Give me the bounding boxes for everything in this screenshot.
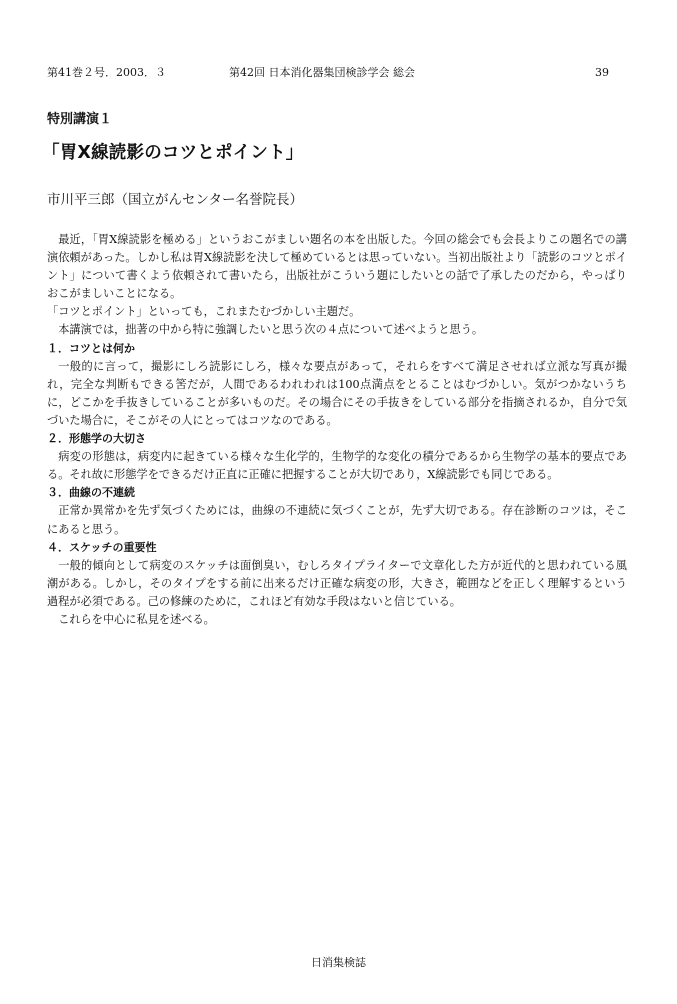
article-title: 「胃X線読影のコツとポイント」	[42, 143, 304, 163]
closing-paragraph: これらを中心に私見を述べる。	[58, 612, 215, 626]
meeting-name: 第42回 日本消化器集団検診学会 総会	[229, 66, 415, 79]
lecture-label: 特別講演１	[47, 112, 113, 127]
section-heading: １．コツとは何か	[47, 341, 135, 355]
section-heading: ２．形態学の大切さ	[47, 432, 146, 446]
journal-volume: 第41巻２号．2003．３	[47, 66, 166, 79]
intro-paragraph: 最近，「胃X線読影を極める」というおこがましい題名の本を出版した。今回の総会でも会長よりこの題名での講演依頼があった。しかし私は胃X線読影を決して極めているとは思っていない。当初出版社より「読影のコツとポイント」について書くよう依頼されて書いたら，出版社がこういう題にしたいとの話で了承したのだから，やっぱりおこがましいことになる。	[47, 233, 627, 301]
article-body	[47, 231, 627, 629]
journal-footer: 日消集検誌	[311, 956, 366, 969]
section-paragraph: 一般的傾向として病変のスケッチは面倒臭い，むしろタイプライターで文章化した方が近代的と思われている風潮がある。しかし，そのタイプをする前に出来るだけ正確な病変の形，大きさ，範囲などを正しく理解するという過程が必須である。己の修練のために，これほど有効な手段はないと信じている。	[47, 558, 627, 608]
section-paragraph: 正常か異常かを先ず気づくためには，曲線の不連続に気づくことが，先ず大切である。存在診断のコツは，そこにあると思う。	[47, 504, 627, 536]
author-line: 市川平三郎（国立がんセンター名誉院長）	[47, 192, 303, 208]
section-paragraph: 病変の形態は，病変内に起きている様々な生化学的，生物学的な変化の積分であるから生物学の基本的要点である。それ故に形態学をできるだけ正直に正確に把握することが大切であり，X線読影でも同じである。	[47, 450, 627, 482]
running-header	[47, 66, 609, 80]
intro-paragraph: 「コツとポイント」といっても，これまたむづかしい主題だ。	[47, 305, 361, 319]
section-paragraph: 一般的に言って，撮影にしろ読影にしろ，様々な要点があって，それらをすべて満足させれば立派な写真が撮れ，完全な判断もできる筈だが，人間であるわれわれは100点満点をとることはむづかしい。気がつかないうちに，どこかを手抜きしていることが多いものだ。その場合にその手抜きをしている部分を指摘されるか，自分で気づいた場合に，そこがその人にとってはコツなのである。	[47, 359, 627, 427]
intro-paragraph: 本講演では，拙著の中から特に強調したいと思う次の４点について述べようと思う。	[58, 323, 484, 337]
page-number: 39	[595, 66, 609, 79]
section-heading: ４．スケッチの重要性	[47, 540, 157, 554]
section-heading: ３．曲線の不連続	[47, 486, 135, 500]
